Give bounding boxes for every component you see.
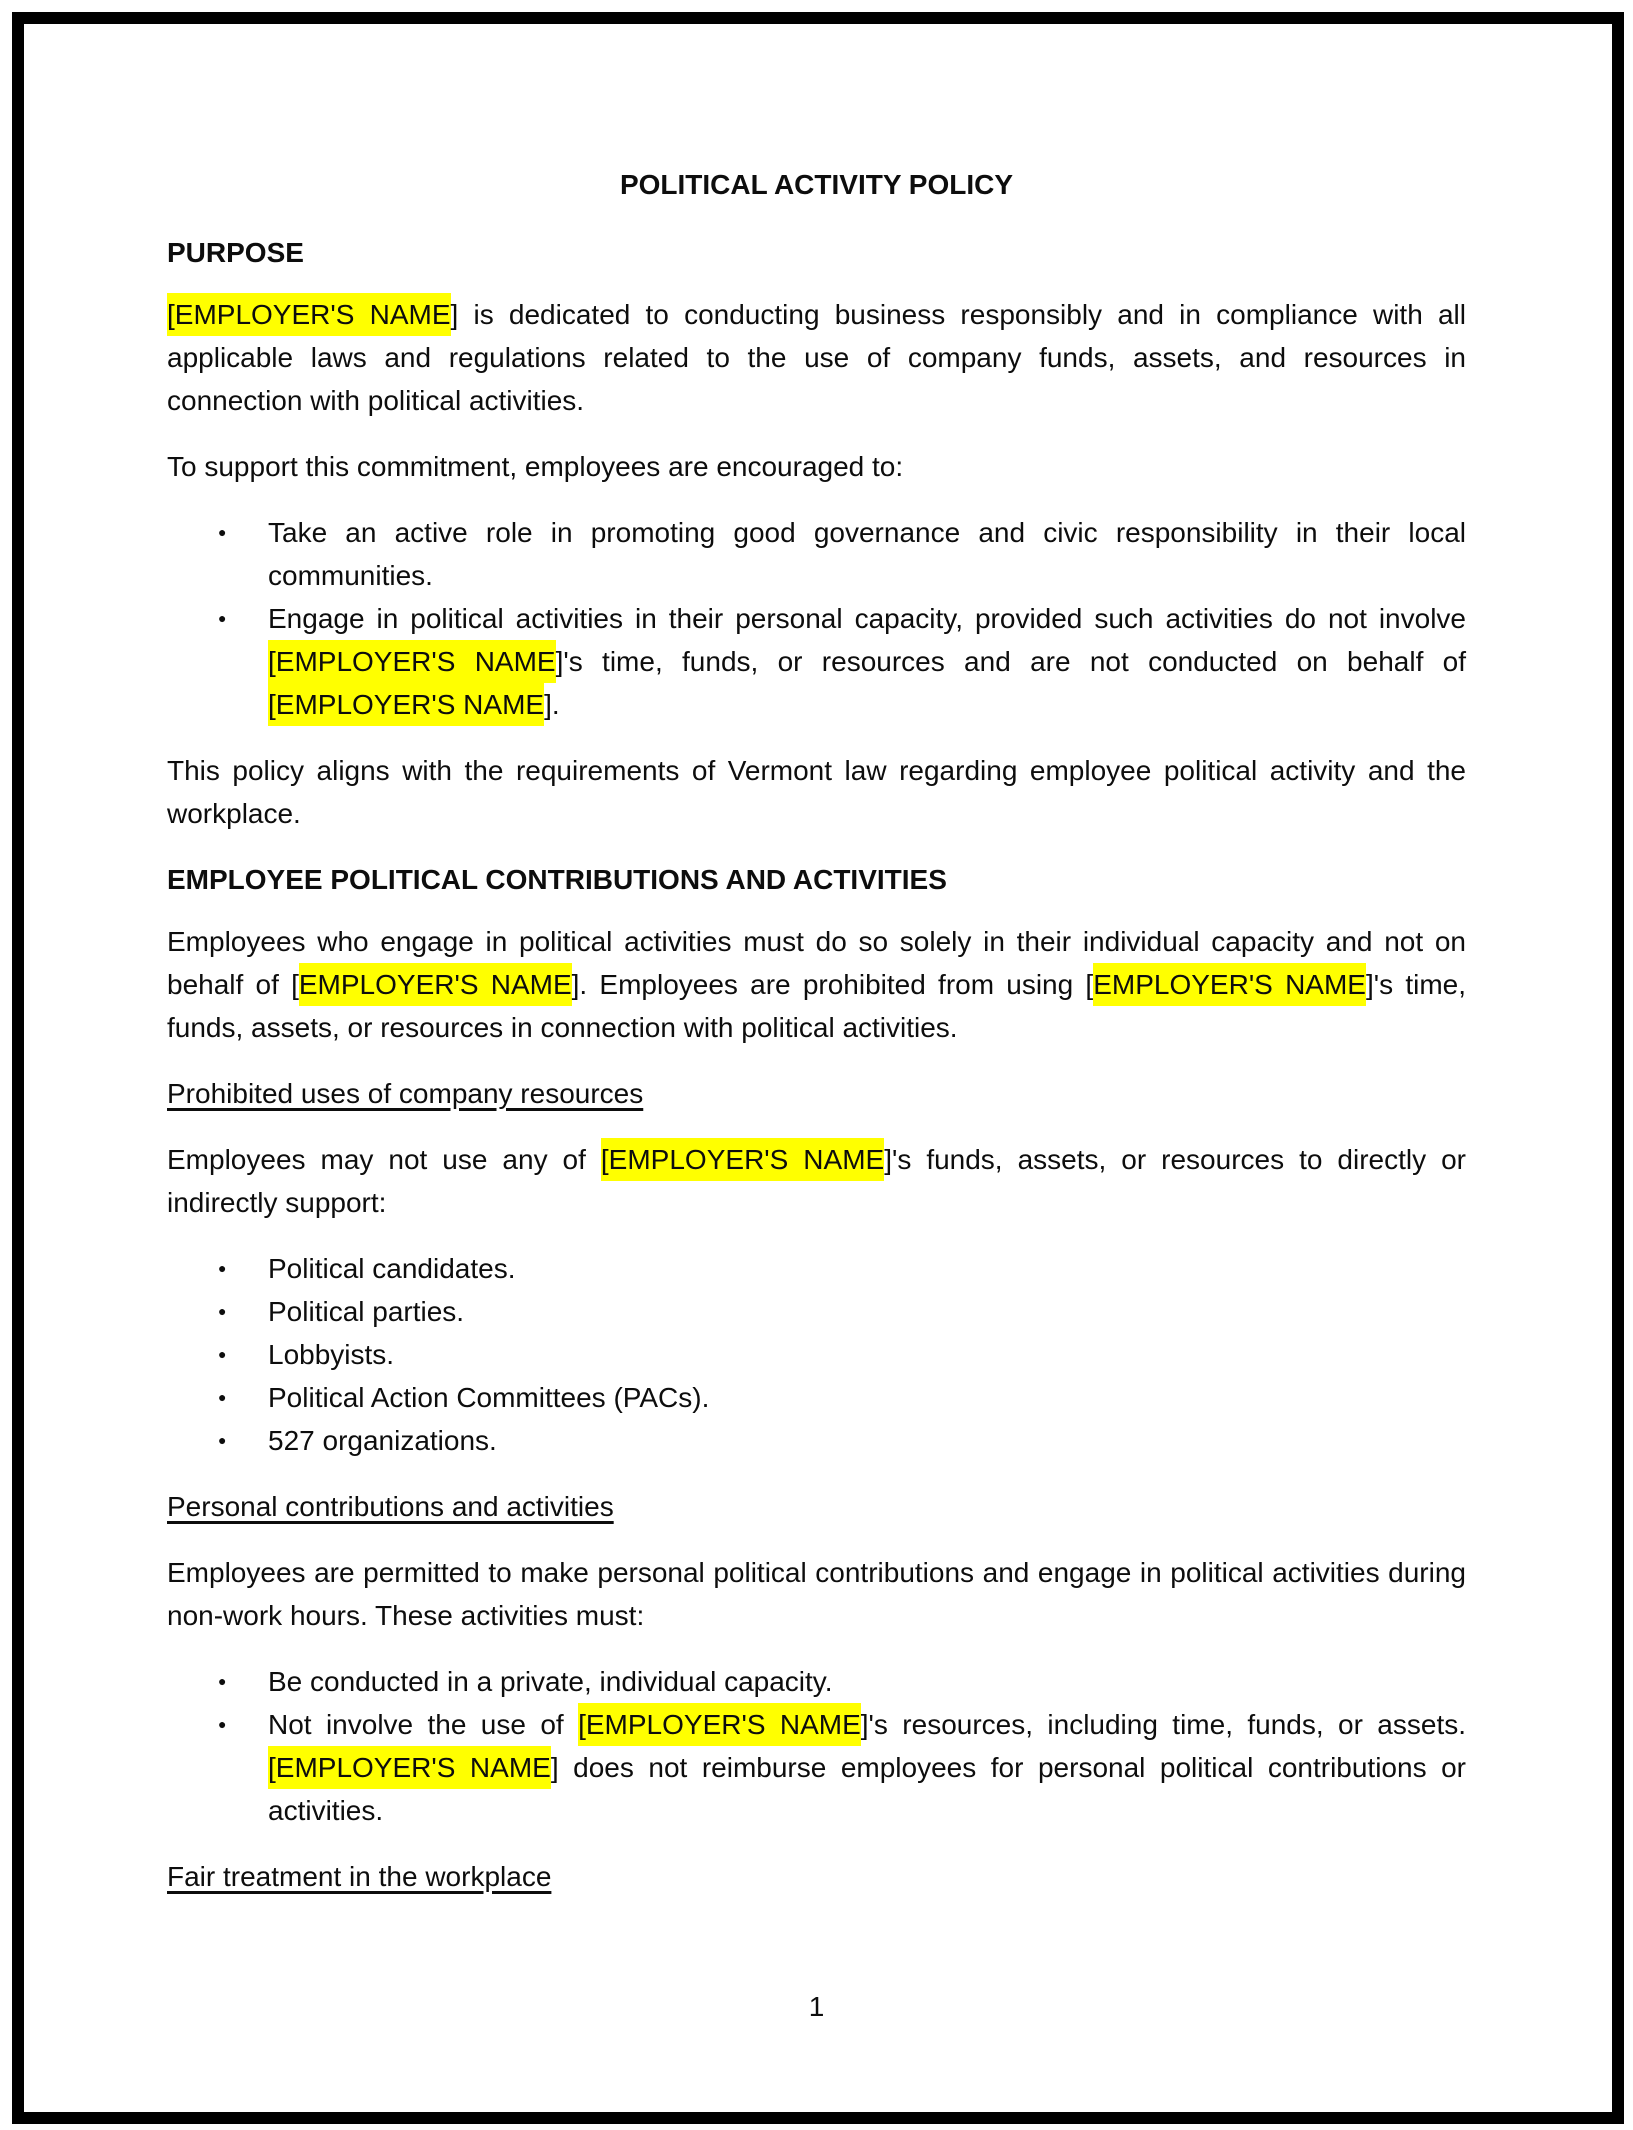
highlighted-placeholder: [EMPLOYER'S NAME [578,1703,861,1746]
list-item: ● Not involve the use of [EMPLOYER'S NAME]'s resources, including time, funds, or assets. [EMPLOYER'S NAME] does not reimburse employees for personal political contributions or activities. [268,1703,1466,1832]
document-blocks [167,231,1466,1898]
list-item: ● Take an active role in promoting good governance and civic responsibility in their local communities. [268,511,1466,597]
document-body [167,163,1466,1921]
highlighted-placeholder: EMPLOYER'S NAME [299,963,572,1006]
paragraph: Employees who engage in political activities must do so solely in their individual capacity and not on behalf of [EMPLOYER'S NAME]. Employees are prohibited from using [EMPLOYER'S NAME]'s time, funds, assets, or resources in connection with political activities. [167,926,1466,1043]
highlighted-placeholder: [EMPLOYER'S NAME [167,293,451,336]
underlined-subheading: Prohibited uses of company resources [167,1078,644,1109]
list-item: ● Political parties. [268,1290,1466,1333]
highlighted-placeholder: [EMPLOYER'S NAME [268,683,544,726]
paragraph: Employees may not use any of [EMPLOYER'S NAME]'s funds, assets, or resources to directly or indirectly support: [167,1138,1466,1224]
list-item: ● Political Action Committees (PACs). [268,1376,1466,1419]
list-item: ● Engage in political activities in their personal capacity, provided such activities do not involve [EMPLOYER'S NAME]'s time, funds, or resources and are not conducted on behalf of [EMPLOYER'S NAME]. [268,597,1466,726]
underlined-subheading: Fair treatment in the workplace [167,1861,552,1892]
highlighted-placeholder: [EMPLOYER'S NAME [601,1138,884,1181]
section-heading: PURPOSE [167,237,304,268]
paragraph: [EMPLOYER'S NAME] is dedicated to conducting business responsibly and in compliance with all applicable laws and regulations related to the use of company funds, assets, and resources in connection with political activities. [167,293,1466,422]
highlighted-placeholder: [EMPLOYER'S NAME [268,1746,551,1789]
list-item: ● Lobbyists. [268,1333,1466,1376]
list-item: ● 527 organizations. [268,1419,1466,1462]
paragraph: To support this commitment, employees are encouraged to: [167,451,904,482]
paragraph: Employees are permitted to make personal political contributions and engage in political activities during non-work hours. These activities must: [167,1557,1466,1631]
page-number-footer: 1 [808,1991,825,2022]
list-item: ● Political candidates. [268,1247,1466,1290]
highlighted-placeholder: [EMPLOYER'S NAME [268,640,556,683]
underlined-subheading: Personal contributions and activities [167,1491,614,1522]
document-title: POLITICAL ACTIVITY POLICY [619,169,1014,200]
bullet-list [167,1660,1466,1832]
section-heading: EMPLOYEE POLITICAL CONTRIBUTIONS AND ACTIVITIES [167,864,947,895]
list-item: ● Be conducted in a private, individual capacity. [268,1660,1466,1703]
highlighted-placeholder: EMPLOYER'S NAME [1093,963,1366,1006]
bullet-list [167,511,1466,726]
paragraph: This policy aligns with the requirements of Vermont law regarding employee political activity and the workplace. [167,755,1466,829]
bullet-list [167,1247,1466,1462]
